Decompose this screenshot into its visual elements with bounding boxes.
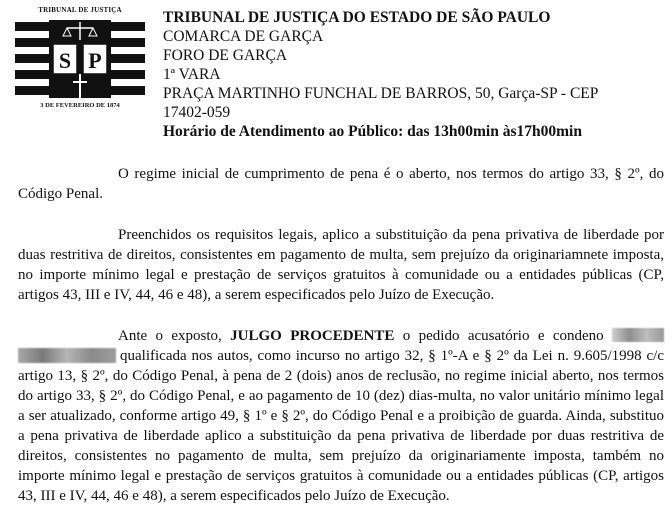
paragraph-verdict xyxy=(18,326,664,506)
court-seal-logo xyxy=(15,6,145,114)
foro-name: FORO DE GARÇA xyxy=(163,47,288,64)
address-line-2: 17402-059 xyxy=(163,104,231,121)
comarca-name: COMARCA DE GARÇA xyxy=(163,28,324,45)
verdict-decision: JULGO PROCEDENTE xyxy=(230,328,395,344)
seal-letter-p: P xyxy=(88,48,102,73)
verdict-rest: qualificada nos autos, como incurso no artigo 32, § 1º-A e § 2º da Lei n. 9.605/1998 c/c artigo 13, § 2º, do Código Penal, à pena de 2 (dois) anos de reclusão, no regime inicial aberto, nos termos do artigo 33, § 2º, do Código Penal, e ao pagamento de 10 (dez) dias-multa, no valor unitário mínimo legal a ser atualizado, conforme artigo 49, § 1º e § 2º, do Código Penal e a proibição de guarda. Ainda, substituo a pena privativa de liberdade aplico a substituição da pena privativa de liberdade por duas restritiva de direitos, consistentes no pagamento de multa, sem prejuízo da originariamente imposta, também no importe mínimo legal e prestação de serviços gratuitos à comunidade ou a entidades públicas (CP, artigos 43, III e IV, 44, 46 e 48), a serem especificados pelo Juízo de Execução. xyxy=(18,348,664,504)
address-line-1: PRAÇA MARTINHO FUNCHAL DE BARROS, 50, Garça-SP - CEP xyxy=(163,85,599,102)
vara-name: 1ª VARA xyxy=(163,66,221,83)
document-body xyxy=(18,164,664,506)
paragraph-substitution: Preenchidos os requisitos legais, aplico a substituição da pena privativa de liberdade por duas restritiva de direitos, consistentes em pagamento de multa, sem prejuízo da originariamnete imposta, no importe mínimo legal e prestação de serviços gratuitos à comunidade ou a entidades públicas (CP, artigos 43, III e IV, 44, 46 e 48), a serem especificados pelo Juízo de Execução. xyxy=(18,227,664,303)
seal-date-text: 3 DE FEVEREIRO DE 1874 xyxy=(40,102,120,109)
redacted-name-part-1 xyxy=(612,328,664,342)
public-hours: Horário de Atendimento ao Público: das 13h00min às17h00min xyxy=(163,123,582,140)
redacted-name-part-2 xyxy=(18,348,116,363)
paragraph-regime: O regime inicial de cumprimento de pena é o aberto, nos termos do artigo 33, § 2º, do Código Penal. xyxy=(18,166,664,202)
court-header xyxy=(163,8,663,141)
seal-flag-graphic xyxy=(15,16,145,102)
verdict-lead: Ante o exposto, xyxy=(118,328,222,344)
court-name: TRIBUNAL DE JUSTIÇA DO ESTADO DE SÃO PAULO xyxy=(163,9,551,26)
seal-letter-s: S xyxy=(58,48,72,73)
verdict-after-decision: o pedido acusatório e condeno xyxy=(402,328,604,344)
seal-top-text: TRIBUNAL DE JUSTIÇA xyxy=(38,6,122,14)
